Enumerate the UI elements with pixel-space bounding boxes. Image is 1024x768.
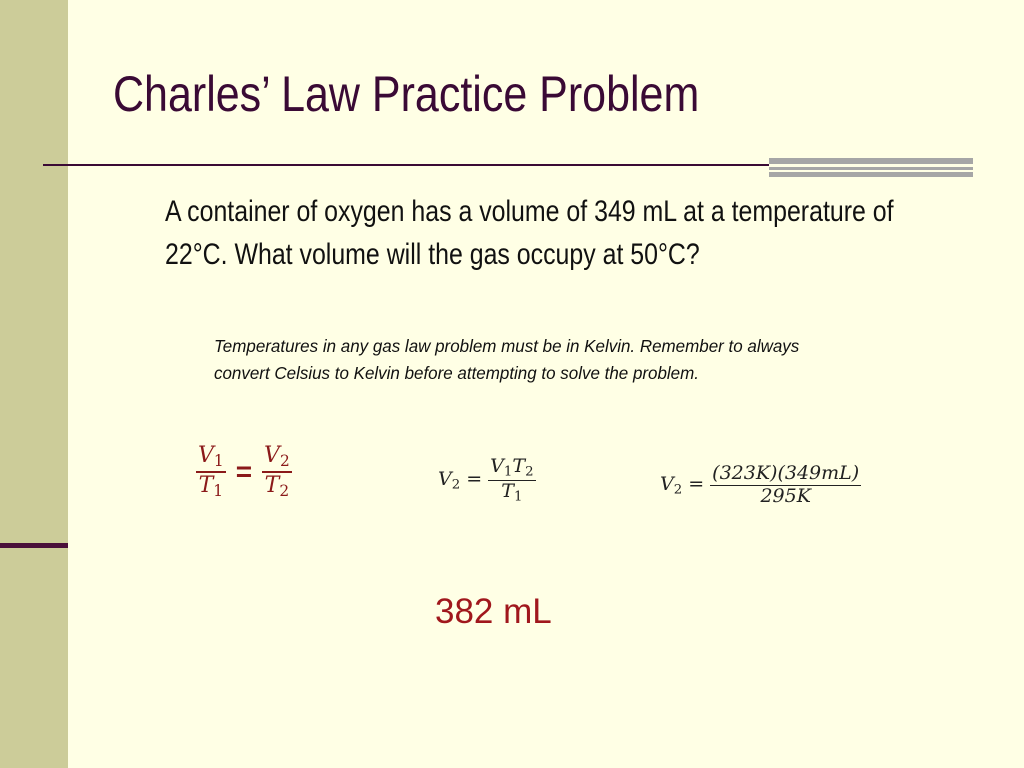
fraction-numerator: (323K)(349mL) [712, 462, 860, 484]
left-denominator: $T_1$ [198, 472, 224, 500]
problem-statement: A container of oxygen has a volume of 349 mL at a temperature of 22°C. What volume will the gas occupy at 50°C? [165, 195, 894, 271]
title-decorative-stripes [769, 158, 973, 178]
stripe [769, 167, 973, 170]
slide-title: Charles’ Law Practice Problem [113, 66, 700, 122]
rearranged-equation [438, 456, 536, 505]
left-accent-line [0, 543, 68, 548]
fraction-numerator: $V_1T_2$ [490, 455, 534, 480]
right-fraction [262, 443, 292, 500]
fraction-denominator: $T_1$ [501, 480, 523, 505]
stripe [769, 158, 973, 164]
left-numerator: $V_1$ [198, 443, 224, 470]
equation-lhs: $V_2$ = [660, 473, 705, 498]
substituted-fraction [710, 463, 861, 508]
right-numerator: $V_2$ [264, 443, 290, 470]
equation-lhs: $V_2$ = [438, 468, 483, 493]
title-underline [43, 164, 769, 166]
equals-sign: = [235, 455, 253, 487]
left-fraction [196, 443, 226, 500]
fraction-denominator: 295K [760, 485, 811, 508]
stripe [769, 172, 973, 177]
charles-law-equation [196, 443, 292, 500]
right-denominator: $T_2$ [264, 472, 290, 500]
rearranged-fraction [488, 456, 535, 505]
substituted-equation [660, 463, 861, 508]
left-side-bar [0, 0, 68, 768]
kelvin-note: Temperatures in any gas law problem must be in Kelvin. Remember to always convert Celsius to Kelvin before attempting to solve the problem. [214, 336, 800, 383]
answer-text: 382 mL [435, 592, 552, 631]
